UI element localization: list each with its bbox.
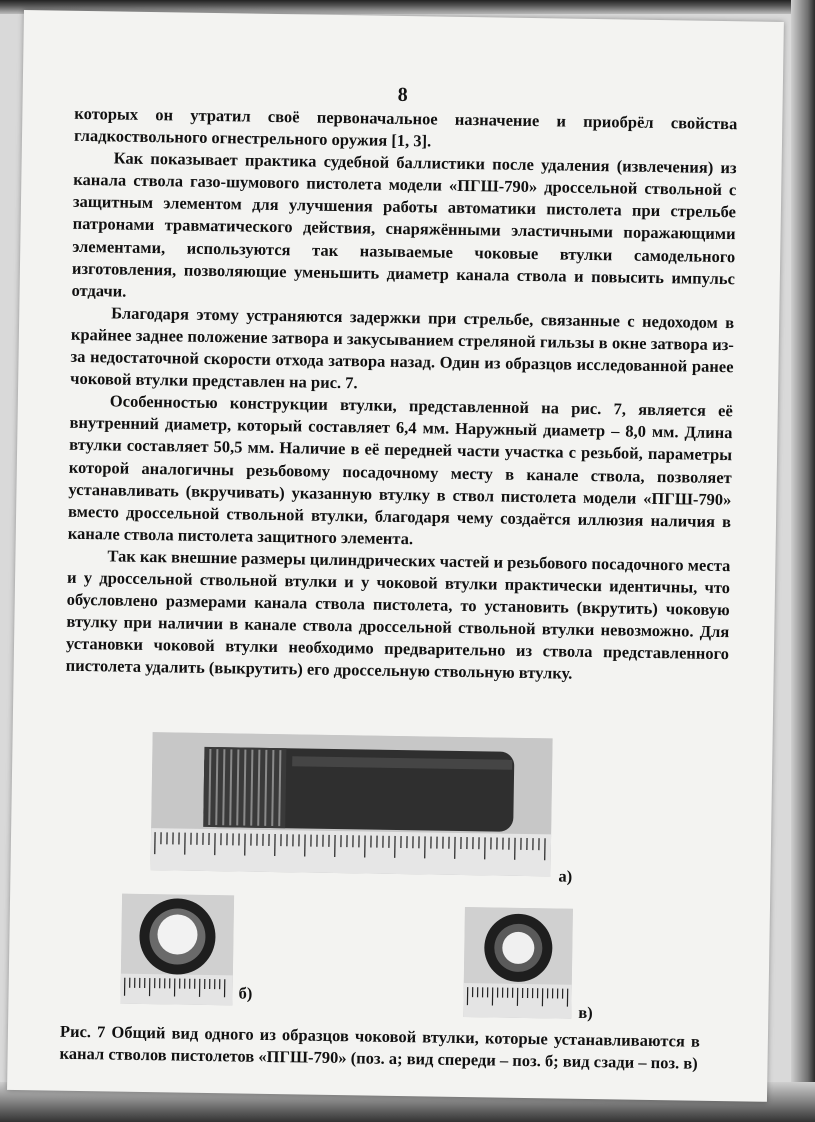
- figure-label-b: б): [238, 983, 253, 1003]
- bushing-rear-image: [463, 907, 573, 1019]
- document-page: [7, 10, 784, 1102]
- bushing-side-image: [151, 732, 553, 876]
- page-number: 8: [397, 83, 408, 107]
- bushing-side-photo: [151, 732, 553, 876]
- paragraph-5: Так как внешние размеры цилиндрических частей и резьбового посадочного места и у дроссельной ствольной втулки и у чоковой втулки практически идентичны, что обусловлено размерами канала ствола пистолета, то установить (вкрутить) чоковую втулку при наличии в канале ствола дроссельной ствольной втулки невозможно. Для установки чоковой втулки необходимо предварительно из ствола представленного пистолета удалить (выкрутить) его дроссельную ствольную втулку.: [65, 546, 731, 684]
- body-text: [66, 103, 738, 688]
- bushing-front-image: [120, 894, 234, 1006]
- paragraph-4: Особенностью конструкции втулки, представленной на рис. 7, является её внутренний диаметр, который составляет 6,4 мм. Наружный диаметр – 8,0 мм. Длина втулки составляет 50,5 мм. Наличие в её передней части участка с резьбой, параметры которой аналогичны резьбовому посадочному месту в канале ствола, позволяет устанавливать (вкручивать) указанную втулку в ствол пистолета модели «ПГШ-790» вместо дроссельной ствольной втулки, благодаря чему создаётся иллюзия наличия в канале ствола пистолета защитного элемента.: [67, 391, 733, 548]
- paragraph-1: которых он утратил своё первоначальное назначение и приобрёл свойства гладкоствольного огнестрельного оружия [1, 3].: [73, 103, 738, 151]
- bushing-front-photo: [120, 894, 234, 1006]
- figure-label-a: а): [558, 866, 573, 886]
- bushing-rear-photo: [463, 907, 573, 1019]
- paragraph-3: Благодаря этому устраняются задержки при стрельбе, связанные с недоходом в крайнее заднее положение затвора и закусыванием стреляной гильзы в окне затвора из-за недостаточной скорости отхода затвора назад. Один из образцов исследованной ранее чоковой втулки представлен на рис. 7.: [70, 303, 735, 393]
- figure-label-v: в): [578, 1002, 593, 1023]
- scan-shadow-right: [791, 0, 815, 1122]
- paragraph-2: Как показывает практика судебной баллистики после удаления (извлечения) из канала ствола газо-шумового пистолета модели «ПГШ-790» дроссельной ствольной с защитным элементом для улучшения работы автоматики пистолета при стрельбе патронами травматического действия, снаряжёнными эластичными поражающими элементами, используются так называемые чоковые втулки самодельного изготовления, позволяющие уменьшить диаметр канала ствола и повысить импульс отдачи.: [71, 148, 737, 301]
- figure-caption: Рис. 7 Общий вид одного из образцов чоковой втулки, которые устанавливаются в канал стволов пистолетов «ПГШ-790» (поз. а; вид спереди – поз. б; вид сзади – поз. в): [59, 1021, 701, 1073]
